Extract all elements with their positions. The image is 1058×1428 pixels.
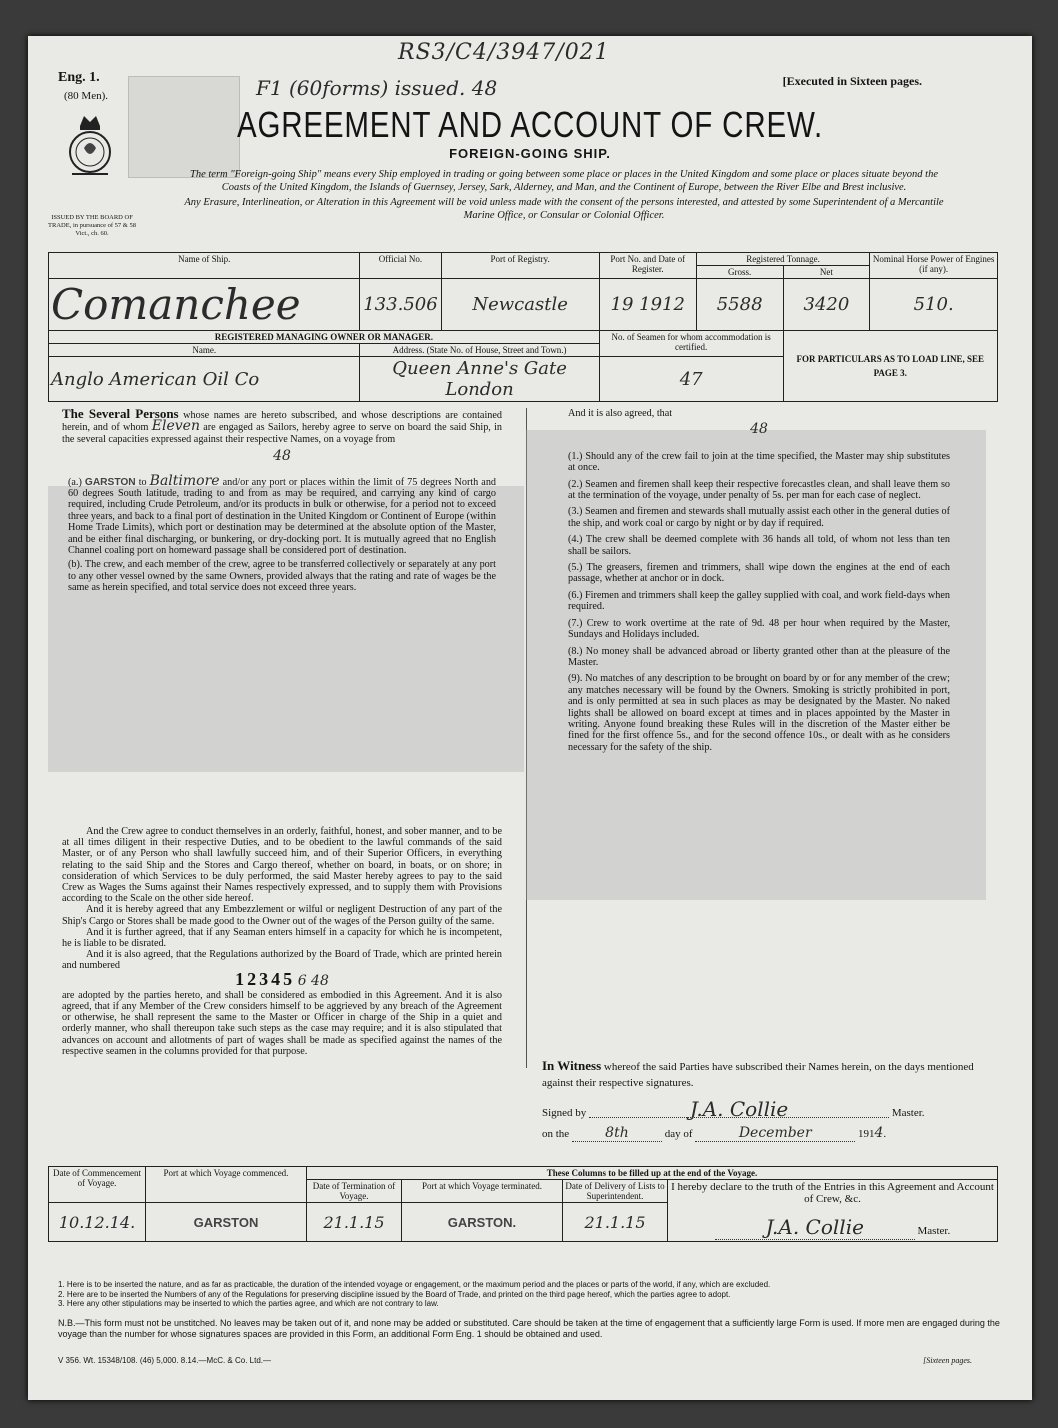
stipulations-intro: And it is also agreed, that [568, 408, 673, 419]
day-of-label: day of [664, 1128, 693, 1140]
label-gross: Gross. [696, 266, 783, 279]
handwritten-issue-note: F1 (60forms) issued. 48 [256, 76, 498, 100]
declaration-cell [668, 1180, 998, 1242]
footnote-2: 2. Here are to be inserted the Numbers of any of the Regulations for preserving discipline issued by the Board of Trade, and printed on the third page hereof, which the parties agree to adopt. [58, 1289, 731, 1299]
crew-agree-3: And it is further agreed, that if any Seaman enters himself in a capacity for which he is incompetent, he is liable to be disrated. [62, 926, 502, 950]
clause-a-to-word: to [138, 476, 147, 488]
ship-details-table [48, 252, 998, 402]
stipulation-item: (7.) Crew to work overtime at the rate of 9d. 48 per hour when required by the Master, Sundays and Holidays included. [568, 617, 950, 641]
page-title: AGREEMENT AND ACCOUNT OF CREW. [236, 104, 824, 145]
label-termination: Date of Termination of Voyage. [307, 1180, 402, 1203]
voyage-table [48, 1166, 998, 1242]
clause-b-text: (b). The crew, and each member of the crew, agree to be transferred collectively or separately at any port to any other vessel owned by the same Owners, provided always that the rating and rate of wages be the same as herein specified, and total service does not exceed three years. [68, 559, 496, 594]
crew-agree-1: And the Crew agree to conduct themselves in an orderly, faithful, honest, and sober manner, and to be at all times diligent in their respective Duties, and to be obedient to the lawful commands of the said Master, or of any Person who shall lawfully succeed him, and of their Superior Officers, in everything relating to the said Ship and the Stores and Cargo thereof, whether on board, in boats, or on shore; in consideration of which Services to be duly performed, the said Master hereby agrees to pay to the said Crew as Wages the Sums against their Names respectively expressed, and to supply them with Provisions according to the Scale on the other side hereof. [62, 826, 502, 905]
commencement-date: 10.12.14. [49, 1203, 146, 1242]
gross-tonnage: 5588 [696, 279, 783, 331]
definition-notes [178, 168, 950, 222]
crew-agree-2: And it is hereby agreed that any Embezzlement or wilful or negligent Destruction of any part of the Ship's Cargo or Stores shall be made good to the Owner out of the wages of the Person guilty of the same. [62, 904, 502, 927]
declaration-master-label: Master. [917, 1225, 951, 1237]
stipulation-item: (1.) Should any of the crew fail to join at the time specified, the Master may ship substitutes at once. [568, 450, 950, 474]
label-port-commenced: Port at which Voyage commenced. [146, 1167, 307, 1203]
engagement-text [62, 408, 502, 597]
initials-left: 48 [273, 448, 291, 465]
footnote-3: 3. Here any other stipulations may be inserted to which the parties agree, and which are not contrary to law. [58, 1299, 439, 1308]
label-port-date: Port No. and Date of Register. [599, 253, 696, 279]
label-delivery: Date of Delivery of Lists to Superintendent. [563, 1180, 668, 1203]
form-code: Eng. 1. [58, 70, 100, 85]
foreign-going-definition: The term "Foreign-going Ship" means every Ship employed in trading or going between some place or places in the United Kingdom and some place or places situate beyond the Coasts of the United Kingdom, the Islands of Guernsey, Jersey, Sark, Alderney, and Man, and the Continent of Europe, between the River Elbe and Brest inclusive. [190, 169, 938, 193]
printer-line: V 356. Wt. 15348/108. (46) 5,000. 8.14.—McC. & Co. Ltd.— [58, 1356, 271, 1365]
label-seamen: No. of Seamen for whom accommodation is certified. [599, 331, 783, 357]
label-horse-power: Nominal Horse Power of Engines (if any). [870, 253, 998, 279]
initials-right: 48 [750, 421, 768, 438]
year-suffix: . [883, 1128, 887, 1140]
sailor-count: Eleven [151, 418, 200, 435]
termination-date: 21.1.15 [307, 1203, 402, 1242]
label-port-registry: Port of Registry. [441, 253, 599, 279]
port-terminated: GARSTON. [402, 1203, 563, 1242]
crew-agree-4: And it is also agreed, that the Regulations authorized by the Board of Trade, which are printed herein and numbered [62, 949, 502, 972]
year-prefix: 191 [858, 1128, 875, 1140]
issued-by-note: ISSUED BY THE BOARD OF TRADE, in pursuance of 57 & 58 Vict., ch. 60. [48, 214, 136, 237]
stipulation-item: (2.) Seamen and firemen shall keep their respective forecastles clean, and shall leave them so at the termination of the voyage, under penalty of 5s. per man for each case of neglect. [568, 478, 950, 502]
net-tonnage: 3420 [783, 279, 870, 331]
horse-power: 510. [870, 279, 998, 331]
archive-reference: RS3/C4/3947/021 [398, 40, 610, 65]
label-address: Address. (State No. of House, Street and Town.) [360, 344, 599, 357]
stipulation-item: (3.) Seamen and firemen and stewards shall mutually assist each other in the general duties of the ship, and work coal or cargo by night or by day if required. [568, 506, 950, 529]
on-the-label: on the [542, 1128, 570, 1140]
port-date: 19 1912 [599, 279, 696, 331]
label-ship-name: Name of Ship. [49, 253, 360, 279]
signed-by-label: Signed by [542, 1107, 587, 1119]
witness-section [542, 1058, 982, 1142]
page-count-note: [Sixteen pages. [923, 1356, 972, 1365]
page-subtitle: FOREIGN-GOING SHIP. [449, 146, 611, 161]
voyage-from: GARSTON [84, 476, 136, 488]
year-digit: 4 [874, 1125, 884, 1141]
witness-text: whereof the said Parties have subscribed their Names herein, on the days mentioned against their respective signatures. [542, 1061, 974, 1089]
regulation-numbers: 12345 [235, 968, 296, 989]
stipulation-item: (6.) Firemen and trimmers shall keep the galley supplied with coal, and work field-days when required. [568, 589, 950, 613]
stipulation-item: (5.) The greasers, firemen and trimmers, shall wipe down the engines at the end of each passage, whether at anchor or in dock. [568, 562, 950, 585]
delivery-date: 21.1.15 [563, 1203, 668, 1242]
intro-text: whose names are hereto subscribed, and whose descriptions are contained herein, and of whom [62, 410, 502, 434]
men-count: (80 Men). [64, 90, 108, 102]
clause-a-text: and/or any port or places within the limit of 75 degrees North and 60 degrees South latitude, trading to and from as may be required, and carrying any kind of cargo required, including Crude Petroleum, and/or its products in bulk or otherwise, for a period not to exceed three years, and back to a final port of destination in the United Kingdom or Continent of Europe (within Home Trade Limits), which port or destination may be determined at the absolute option of the Master, and be either final discharging, or bunkering, or dry-docking port. It is mutually agreed that no English Channel coaling port on homeward passage shall be considered port of destination. [68, 476, 497, 557]
erasure-note: Any Erasure, Interlineation, or Alteration in this Agreement will be void unless made with the consent of the persons interested, and attested by some Superintendent of a Mercantile Marine Office, or Consular or Colonial Officer. [184, 197, 944, 221]
stipulation-item: (4.) The crew shall be deemed complete with 36 hands all told, of whom not less than ten shall be sailors. [568, 534, 950, 557]
intro-text-2: are engaged as Sailors, hereby agree to serve on board the said Ship, in the several capacities expressed against their respective Names, on a voyage from [62, 422, 503, 445]
seamen-count: 47 [599, 357, 783, 402]
label-official-no: Official No. [360, 253, 441, 279]
master-signature: J.A. Collie [589, 1101, 889, 1118]
signing-month: December [695, 1125, 855, 1142]
label-net: Net [783, 266, 870, 279]
document-page [28, 36, 1032, 1400]
executed-pages: [Executed in Sixteen pages. [782, 74, 922, 88]
declaration-text: I hereby declare to the truth of the Entries in this Agreement and Account of Crew, &c. [671, 1181, 994, 1205]
clause-a-prefix: (a.) [68, 476, 82, 488]
several-persons-heading: The Several Persons [62, 406, 179, 421]
stipulation-item: (8.) No money shall be advanced abroad or liberty granted other than at the pleasure of the Master. [568, 645, 950, 668]
port-registry: Newcastle [441, 279, 599, 331]
label-end-of-voyage: These Columns to be filled up at the end of the Voyage. [307, 1167, 998, 1180]
label-port-terminated: Port at which Voyage terminated. [402, 1180, 563, 1203]
crew-agree-5: are adopted by the parties hereto, and shall be considered as embodied in this Agreement. And it is also agreed, that if any Member of the Crew considers himself to be aggrieved by any breach of the Agreement or otherwise, he shall represent the same to the Master or Officer in charge of the Ship in a quiet and orderly manner, who shall thereupon take such steps as the case may require; and it is also stipulated that advances on account and allotments of part of wages shall be made as specified against the names of the respective seamen in the columns provided for that purpose. [62, 989, 502, 1057]
official-no: 133.506 [360, 279, 441, 331]
crew-agreement-text [62, 826, 502, 1057]
voyage-to: Baltimore [149, 472, 220, 489]
port-commenced: GARSTON [146, 1203, 307, 1242]
signing-day: 8th [572, 1125, 662, 1142]
owner-name: Anglo American Oil Co [49, 357, 360, 402]
witness-heading: In Witness [542, 1058, 602, 1073]
label-owner-header: REGISTERED MANAGING OWNER OR MANAGER. [49, 331, 600, 344]
stipulation-item: (9). No matches of any description to be brought on board by or for any member of the crew; any matches necessary will be found by the Owners. Smoking is strictly prohibited in port, and is only permitted at sea in such places as may be designated by the Master. No naked lights shall be allowed on board except at times and in places appointed by the Master in writing. Anyone found breaking these Rules will in the discretion of the Master either be fined for the first offence 5s., and for the second offence 10s., or dealt with as he considers necessary for the safety of the ship. [568, 673, 950, 753]
load-line-note: FOR PARTICULARS AS TO LOAD LINE, SEE PAGE 3. [783, 331, 997, 402]
master-label: Master. [891, 1107, 925, 1119]
label-commencement: Date of Commencement of Voyage. [49, 1167, 146, 1203]
ship-name: Comanchee [49, 279, 360, 331]
footnote-1: 1. Here is to be inserted the nature, and as far as practicable, the duration of the intended voyage or engagement, or the maximum period and the places or parts of the world, if any, which are excluded. [58, 1280, 771, 1289]
label-tonnage: Registered Tonnage. [696, 253, 870, 266]
owner-address: Queen Anne's Gate London [360, 357, 599, 402]
nb-note: N.B.—This form must not be unstitched. No leaves may be taken out of it, and none may be added or substituted. Care should be taken at the time of engagement that a sufficiently large Form is used. If more men are engaged during the voyage than the number for whose signatures spaces are provided in this Form, an additional Form Eng. 1 should be obtained and used. [58, 1318, 1000, 1339]
label-owner-name: Name. [49, 344, 360, 357]
stipulations-text [568, 408, 950, 758]
footnotes [58, 1280, 1008, 1309]
declaration-signature: J.A. Collie [715, 1215, 915, 1240]
regulation-numbers-hand: 6 48 [297, 972, 329, 989]
